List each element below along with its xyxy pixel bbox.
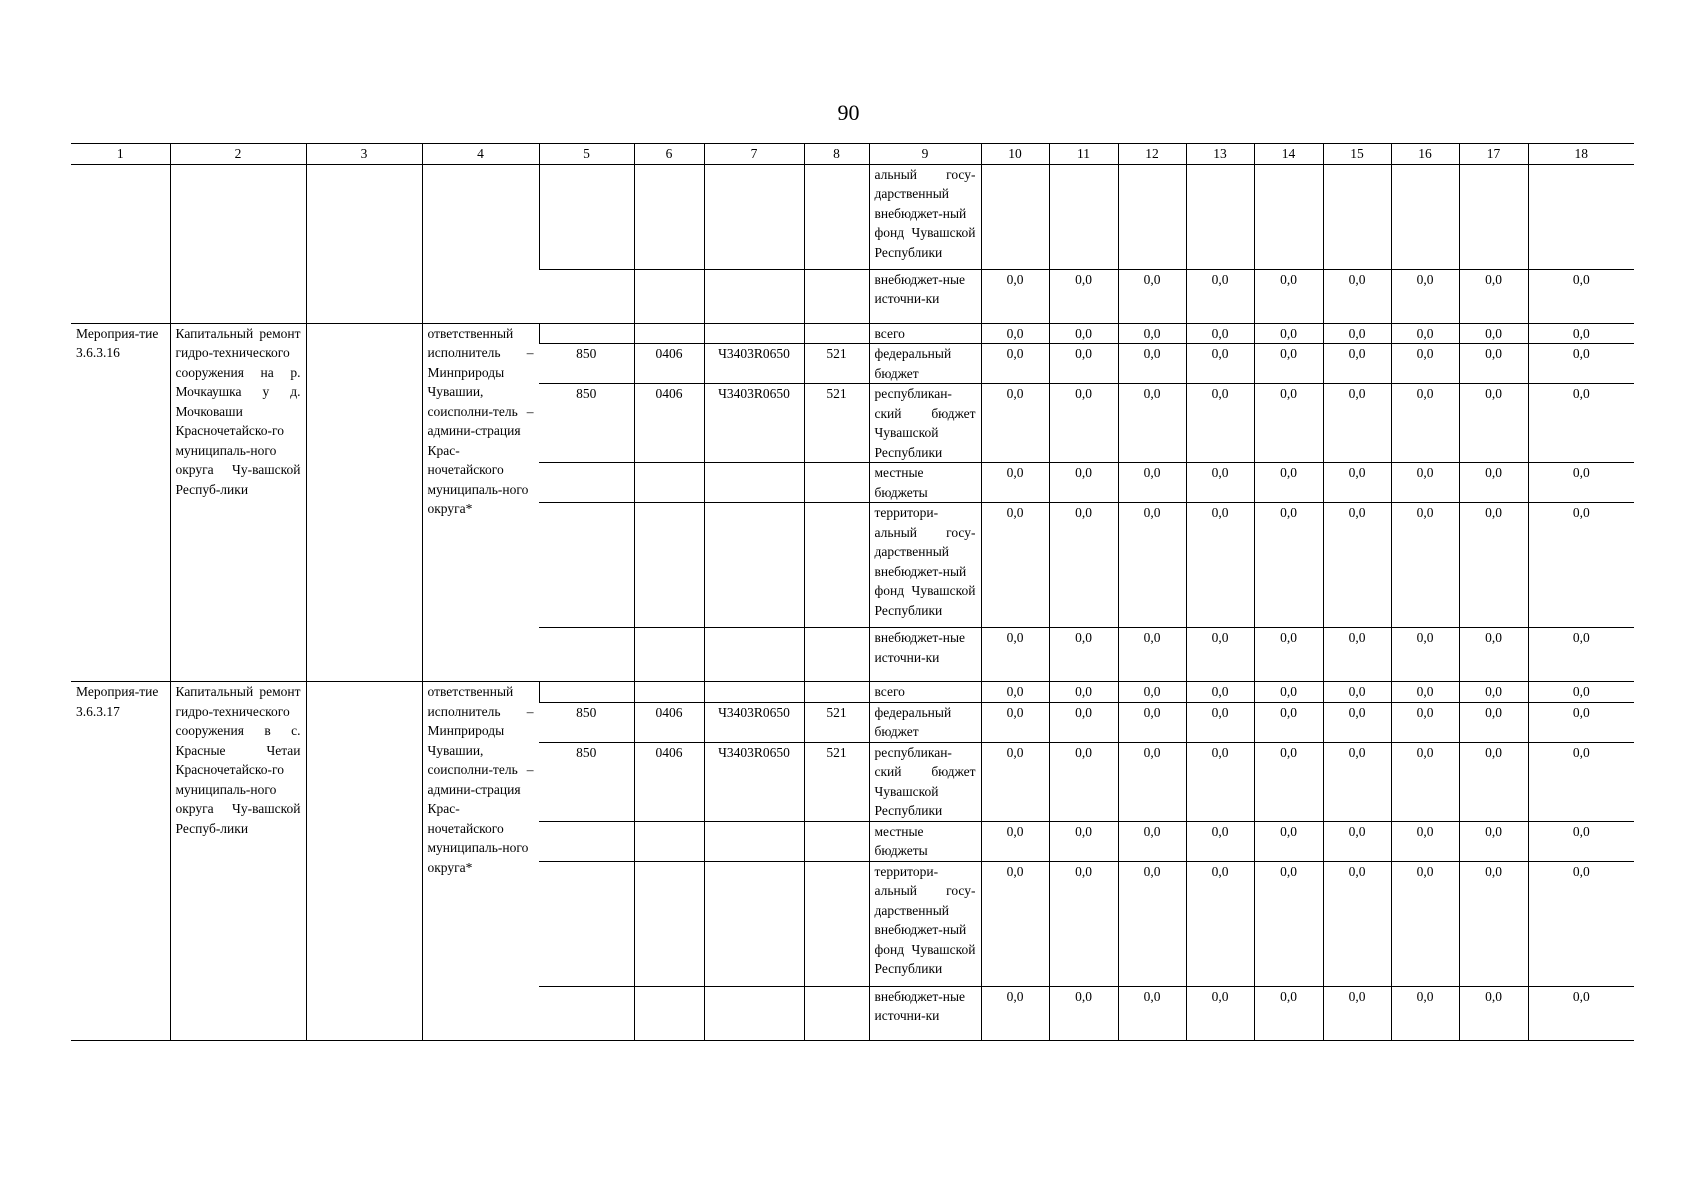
value-cell: 0,0	[1049, 269, 1118, 323]
value-cell: 0,0	[1323, 682, 1391, 703]
page-number: 90	[837, 100, 860, 125]
value-cell: 0,0	[1049, 861, 1118, 986]
section-code	[634, 861, 704, 986]
value-cell: 0,0	[1528, 269, 1634, 323]
value-cell: 0,0	[1391, 702, 1459, 742]
value-cell: 0,0	[1323, 742, 1391, 821]
expense-type-code	[804, 682, 869, 703]
column-number: 1	[71, 144, 170, 165]
value-cell: 0,0	[1459, 628, 1528, 682]
grbs-code	[539, 628, 634, 682]
empty-cell	[422, 164, 539, 323]
value-cell: 0,0	[1186, 384, 1254, 463]
funding-source: республикан-ский бюджет Чувашской Республики	[869, 384, 981, 463]
value-cell: 0,0	[981, 821, 1049, 861]
value-cell: 0,0	[981, 986, 1049, 1040]
column-number-row	[71, 144, 1634, 165]
column-number: 12	[1118, 144, 1186, 165]
funding-source: федеральный бюджет	[869, 702, 981, 742]
column-number: 5	[539, 144, 634, 165]
value-cell: 0,0	[1186, 344, 1254, 384]
empty-cell	[539, 164, 634, 269]
grbs-code	[539, 986, 634, 1040]
target-article-code	[704, 323, 804, 344]
value-cell: 0,0	[1049, 463, 1118, 503]
target-article-code	[704, 682, 804, 703]
measure-col3	[306, 323, 422, 682]
measure-id: Мероприя-тие 3.6.3.16	[71, 323, 170, 682]
value-cell: 0,0	[1391, 986, 1459, 1040]
value-cell: 0,0	[1118, 269, 1186, 323]
value-cell: 0,0	[1118, 821, 1186, 861]
value-cell: 0,0	[1186, 323, 1254, 344]
value-cell: 0,0	[1528, 861, 1634, 986]
value-cell: 0,0	[1528, 821, 1634, 861]
value-cell: 0,0	[1528, 344, 1634, 384]
value-cell: 0,0	[1459, 323, 1528, 344]
value-cell: 0,0	[1118, 323, 1186, 344]
value-cell: 0,0	[1254, 628, 1323, 682]
column-number: 17	[1459, 144, 1528, 165]
value-cell: 0,0	[1323, 384, 1391, 463]
value-cell: 0,0	[981, 463, 1049, 503]
funding-source: внебюджет-ные источни-ки	[869, 269, 981, 323]
section-code: 0406	[634, 702, 704, 742]
target-article-code: Ч3403R0650	[704, 384, 804, 463]
value-cell: 0,0	[1528, 503, 1634, 628]
value-cell: 0,0	[1118, 384, 1186, 463]
value-cell: 0,0	[1254, 742, 1323, 821]
value-cell: 0,0	[981, 503, 1049, 628]
section-code: 0406	[634, 742, 704, 821]
column-number: 11	[1049, 144, 1118, 165]
value-cell: 0,0	[981, 702, 1049, 742]
value-cell: 0,0	[1118, 861, 1186, 986]
value-cell	[1391, 164, 1459, 269]
expense-type-code	[804, 323, 869, 344]
value-cell: 0,0	[1049, 702, 1118, 742]
column-number: 13	[1186, 144, 1254, 165]
value-cell: 0,0	[981, 323, 1049, 344]
column-number: 4	[422, 144, 539, 165]
value-cell: 0,0	[1254, 986, 1323, 1040]
empty-cell	[634, 164, 704, 269]
section-code	[634, 323, 704, 344]
target-article-code	[704, 821, 804, 861]
expense-type-code	[804, 628, 869, 682]
value-cell	[1323, 164, 1391, 269]
value-cell: 0,0	[1186, 821, 1254, 861]
value-cell: 0,0	[1186, 742, 1254, 821]
value-cell: 0,0	[1186, 702, 1254, 742]
value-cell: 0,0	[1254, 463, 1323, 503]
value-cell: 0,0	[1391, 742, 1459, 821]
expense-type-code	[804, 861, 869, 986]
column-number: 10	[981, 144, 1049, 165]
measure-id: Мероприя-тие 3.6.3.17	[71, 682, 170, 1041]
funding-source: территори-альный госу-дарственный внебюджет-ный фонд Чувашской Республики	[869, 503, 981, 628]
value-cell	[1459, 164, 1528, 269]
table-row	[71, 323, 1634, 344]
value-cell: 0,0	[1254, 682, 1323, 703]
funding-source: территори-альный госу-дарственный внебюджет-ный фонд Чувашской Республики	[869, 861, 981, 986]
grbs-code	[539, 323, 634, 344]
column-number: 14	[1254, 144, 1323, 165]
value-cell: 0,0	[1528, 986, 1634, 1040]
value-cell: 0,0	[1391, 344, 1459, 384]
empty-cell	[804, 164, 869, 269]
expense-type-code: 521	[804, 702, 869, 742]
column-number: 7	[704, 144, 804, 165]
section-code	[634, 986, 704, 1040]
grbs-code: 850	[539, 344, 634, 384]
grbs-code	[539, 861, 634, 986]
value-cell: 0,0	[1049, 821, 1118, 861]
expense-type-code: 521	[804, 742, 869, 821]
value-cell: 0,0	[1254, 503, 1323, 628]
value-cell: 0,0	[1528, 463, 1634, 503]
value-cell: 0,0	[1459, 269, 1528, 323]
value-cell: 0,0	[1459, 503, 1528, 628]
empty-cell	[704, 269, 804, 323]
value-cell: 0,0	[1118, 463, 1186, 503]
value-cell: 0,0	[1459, 742, 1528, 821]
value-cell: 0,0	[1186, 503, 1254, 628]
value-cell	[1528, 164, 1634, 269]
table-row	[71, 164, 1634, 269]
value-cell	[981, 164, 1049, 269]
grbs-code: 850	[539, 742, 634, 821]
value-cell: 0,0	[1323, 628, 1391, 682]
value-cell: 0,0	[1323, 861, 1391, 986]
value-cell: 0,0	[1254, 323, 1323, 344]
value-cell: 0,0	[1049, 628, 1118, 682]
value-cell: 0,0	[1528, 742, 1634, 821]
measure-executor: ответственный исполнитель – Минприроды Чувашии, соисполни-тель – админи-страция Крас-ночетайского муниципаль-ного округа*	[422, 682, 539, 1041]
value-cell: 0,0	[1459, 463, 1528, 503]
value-cell: 0,0	[1118, 628, 1186, 682]
grbs-code: 850	[539, 384, 634, 463]
measure-col3	[306, 682, 422, 1041]
expense-type-code	[804, 503, 869, 628]
funding-source: внебюджет-ные источни-ки	[869, 986, 981, 1040]
value-cell: 0,0	[1254, 821, 1323, 861]
column-number: 2	[170, 144, 306, 165]
value-cell: 0,0	[1459, 682, 1528, 703]
grbs-code: 850	[539, 702, 634, 742]
value-cell: 0,0	[1391, 323, 1459, 344]
target-article-code	[704, 503, 804, 628]
value-cell: 0,0	[1118, 702, 1186, 742]
value-cell	[1186, 164, 1254, 269]
value-cell: 0,0	[1186, 682, 1254, 703]
column-number: 3	[306, 144, 422, 165]
value-cell	[1118, 164, 1186, 269]
budget-table	[71, 143, 1634, 1041]
value-cell: 0,0	[1049, 742, 1118, 821]
value-cell: 0,0	[981, 384, 1049, 463]
value-cell: 0,0	[1528, 628, 1634, 682]
funding-source: альный госу-дарственный внебюджет-ный фонд Чувашской Республики	[869, 164, 981, 269]
table-row	[71, 682, 1634, 703]
measure-executor: ответственный исполнитель – Минприроды Чувашии, соисполни-тель – админи-страция Крас-ночетайского муниципаль-ного округа*	[422, 323, 539, 682]
value-cell: 0,0	[1118, 682, 1186, 703]
grbs-code	[539, 463, 634, 503]
value-cell: 0,0	[1049, 323, 1118, 344]
value-cell: 0,0	[1118, 503, 1186, 628]
target-article-code: Ч3403R0650	[704, 702, 804, 742]
section-code	[634, 463, 704, 503]
value-cell: 0,0	[1186, 628, 1254, 682]
value-cell: 0,0	[1323, 986, 1391, 1040]
value-cell: 0,0	[1459, 344, 1528, 384]
value-cell: 0,0	[1118, 986, 1186, 1040]
column-number: 9	[869, 144, 981, 165]
value-cell: 0,0	[1459, 986, 1528, 1040]
empty-cell	[170, 164, 306, 323]
funding-source: местные бюджеты	[869, 463, 981, 503]
value-cell: 0,0	[1323, 821, 1391, 861]
value-cell: 0,0	[1391, 269, 1459, 323]
funding-source: местные бюджеты	[869, 821, 981, 861]
grbs-code	[539, 821, 634, 861]
value-cell: 0,0	[981, 861, 1049, 986]
section-code	[634, 821, 704, 861]
value-cell: 0,0	[1118, 742, 1186, 821]
expense-type-code	[804, 821, 869, 861]
value-cell: 0,0	[1459, 821, 1528, 861]
expense-type-code: 521	[804, 344, 869, 384]
value-cell: 0,0	[1459, 702, 1528, 742]
column-number: 15	[1323, 144, 1391, 165]
value-cell: 0,0	[1391, 384, 1459, 463]
measure-name: Капитальный ремонт гидро-технического сооружения в с. Красные Четаи Красночетайско-го муниципаль-ного округа Чу-вашской Респуб-лики	[170, 682, 306, 1041]
value-cell: 0,0	[1459, 384, 1528, 463]
target-article-code	[704, 463, 804, 503]
section-code: 0406	[634, 384, 704, 463]
value-cell: 0,0	[1118, 344, 1186, 384]
empty-cell	[804, 269, 869, 323]
empty-cell	[71, 164, 170, 323]
empty-cell	[539, 269, 634, 323]
value-cell: 0,0	[1528, 682, 1634, 703]
funding-source: всего	[869, 323, 981, 344]
value-cell: 0,0	[1391, 463, 1459, 503]
value-cell: 0,0	[1323, 503, 1391, 628]
grbs-code	[539, 682, 634, 703]
section-code	[634, 503, 704, 628]
value-cell: 0,0	[1323, 344, 1391, 384]
column-number: 8	[804, 144, 869, 165]
expense-type-code	[804, 463, 869, 503]
value-cell	[1049, 164, 1118, 269]
grbs-code	[539, 503, 634, 628]
value-cell: 0,0	[1323, 463, 1391, 503]
value-cell: 0,0	[1391, 503, 1459, 628]
expense-type-code: 521	[804, 384, 869, 463]
funding-source: всего	[869, 682, 981, 703]
target-article-code: Ч3403R0650	[704, 344, 804, 384]
value-cell: 0,0	[1254, 344, 1323, 384]
value-cell: 0,0	[1049, 384, 1118, 463]
value-cell: 0,0	[1459, 861, 1528, 986]
empty-cell	[634, 269, 704, 323]
value-cell: 0,0	[1254, 702, 1323, 742]
value-cell: 0,0	[1186, 986, 1254, 1040]
measure-name: Капитальный ремонт гидро-технического сооружения на р. Мочкаушка у д. Мочковаши Красночетайско-го муниципаль-ного округа Чу-вашской Респуб-лики	[170, 323, 306, 682]
column-number: 16	[1391, 144, 1459, 165]
value-cell: 0,0	[1049, 986, 1118, 1040]
empty-cell	[306, 164, 422, 323]
target-article-code	[704, 861, 804, 986]
value-cell: 0,0	[1049, 344, 1118, 384]
empty-cell	[704, 164, 804, 269]
value-cell: 0,0	[1528, 702, 1634, 742]
funding-source: внебюджет-ные источни-ки	[869, 628, 981, 682]
target-article-code	[704, 628, 804, 682]
value-cell: 0,0	[1254, 384, 1323, 463]
value-cell: 0,0	[1323, 702, 1391, 742]
value-cell	[1254, 164, 1323, 269]
expense-type-code	[804, 986, 869, 1040]
value-cell: 0,0	[981, 628, 1049, 682]
value-cell: 0,0	[981, 742, 1049, 821]
value-cell: 0,0	[1323, 323, 1391, 344]
column-number: 18	[1528, 144, 1634, 165]
value-cell: 0,0	[1391, 861, 1459, 986]
value-cell: 0,0	[1528, 323, 1634, 344]
column-number: 6	[634, 144, 704, 165]
value-cell: 0,0	[1049, 503, 1118, 628]
value-cell: 0,0	[1528, 384, 1634, 463]
target-article-code	[704, 986, 804, 1040]
value-cell: 0,0	[1186, 861, 1254, 986]
section-code	[634, 628, 704, 682]
value-cell: 0,0	[981, 344, 1049, 384]
target-article-code: Ч3403R0650	[704, 742, 804, 821]
value-cell: 0,0	[1186, 463, 1254, 503]
value-cell: 0,0	[981, 269, 1049, 323]
value-cell: 0,0	[1186, 269, 1254, 323]
value-cell: 0,0	[1391, 821, 1459, 861]
section-code	[634, 682, 704, 703]
value-cell: 0,0	[1049, 682, 1118, 703]
value-cell: 0,0	[1391, 628, 1459, 682]
funding-source: федеральный бюджет	[869, 344, 981, 384]
section-code: 0406	[634, 344, 704, 384]
value-cell: 0,0	[1391, 682, 1459, 703]
value-cell: 0,0	[1323, 269, 1391, 323]
value-cell: 0,0	[1254, 861, 1323, 986]
value-cell: 0,0	[1254, 269, 1323, 323]
value-cell: 0,0	[981, 682, 1049, 703]
funding-source: республикан-ский бюджет Чувашской Республики	[869, 742, 981, 821]
